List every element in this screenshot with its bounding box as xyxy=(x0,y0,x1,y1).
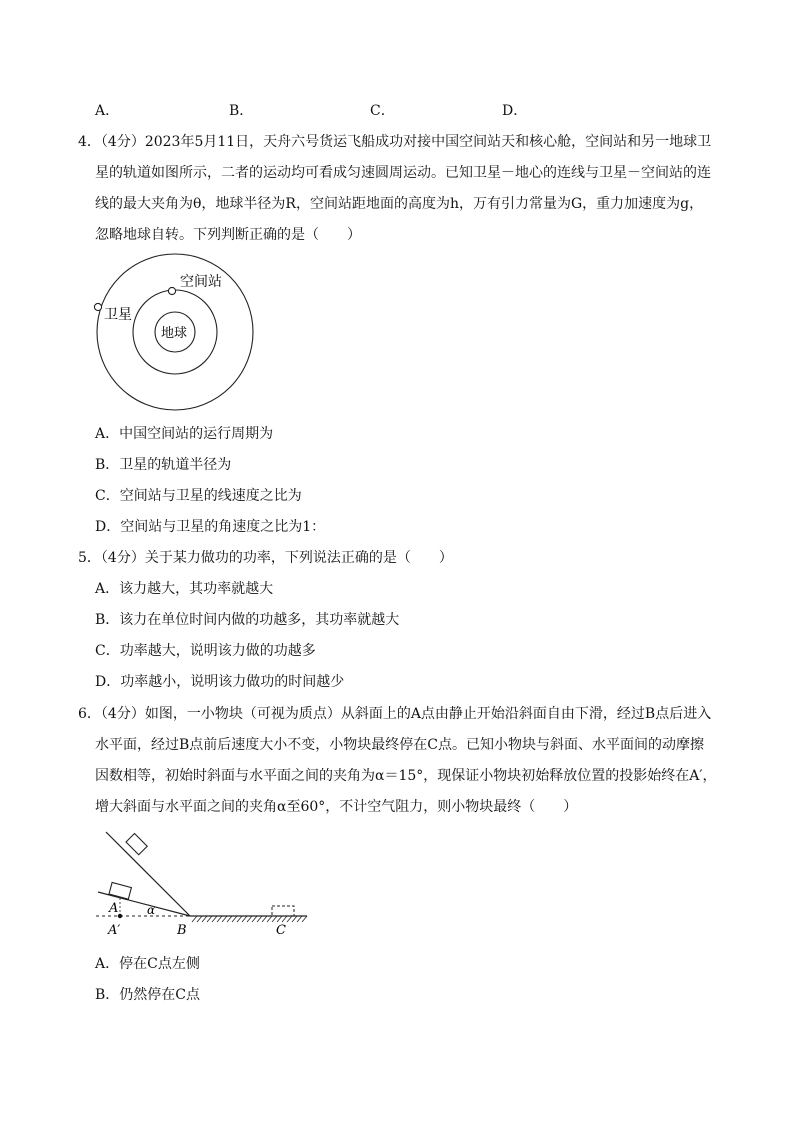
q4-stem-line-1: 4．（4分）2023年5月11日，天舟六号货运飞船成功对接中国空间站天和核心舱，空间站和另一地球卫 xyxy=(78,134,712,150)
q5-option-c[interactable]: C．功率越大，说明该力做的功越多 xyxy=(95,643,316,659)
q6-stem-line-2: 水平面，经过B点前后速度大小不变，小物块最终停在C点。已知小物块与斜面、水平面间的动摩擦 xyxy=(95,737,704,753)
q5-option-d[interactable]: D．功率越小，说明该力做功的时间越少 xyxy=(95,674,345,690)
q4-stem-line-4: 忽略地球自转。下列判断正确的是（ ） xyxy=(95,227,361,243)
block-on-steep-incline xyxy=(126,834,147,855)
block-on-shallow-incline xyxy=(109,882,131,899)
q4-stem-line-2: 星的轨道如图所示，二者的运动均可看成匀速圆周运动。已知卫星－地心的连线与卫星－空间站的连 xyxy=(95,165,711,181)
incline-diagram xyxy=(92,826,312,941)
point-a-prime xyxy=(118,914,122,918)
earth-label: 地球 xyxy=(161,326,188,341)
ground-hatching xyxy=(192,916,307,922)
q6-stem-line-1: 6．（4分）如图，一小物块（可视为质点）从斜面上的A点由静止开始沿斜面自由下滑，经过B点后进入 xyxy=(78,706,712,722)
q5-option-b[interactable]: B．该力在单位时间内做的功越多，其功率就越大 xyxy=(95,612,400,628)
label-c: C xyxy=(276,923,286,938)
q4-option-c[interactable]: C．空间站与卫星的线速度之比为 xyxy=(95,488,302,504)
q5-stem: 5．（4分）关于某力做功的功率，下列说法正确的是（ ） xyxy=(78,550,453,566)
satellite-marker xyxy=(94,303,101,310)
q6-option-b[interactable]: B．仍然停在C点 xyxy=(95,987,200,1003)
orbit-diagram xyxy=(88,252,263,412)
label-alpha: α xyxy=(147,903,156,917)
q3-option-c[interactable]: C． xyxy=(370,103,395,119)
satellite-label: 卫星 xyxy=(104,307,132,323)
q6-stem-line-3: 因数相等，初始时斜面与水平面之间的夹角为α＝15°，现保证小物块初始释放位置的投影始终在A′， xyxy=(95,768,717,784)
q4-stem-line-3: 线的最大夹角为θ，地球半径为R，空间站距地面的高度为h，万有引力常量为G，重力加速度为g， xyxy=(95,196,704,212)
q3-option-b[interactable]: B． xyxy=(229,103,254,119)
label-a-prime: A′ xyxy=(108,923,121,938)
q5-option-a[interactable]: A．该力越大，其功率就越大 xyxy=(95,581,274,597)
label-a: A xyxy=(109,901,119,916)
q6-stem-line-4: 增大斜面与水平面之间的夹角α至60°，不计空气阻力，则小物块最终（ ） xyxy=(95,799,578,815)
q3-option-d[interactable]: D． xyxy=(502,103,528,119)
station-marker xyxy=(168,287,175,294)
q3-option-a[interactable]: A． xyxy=(95,103,120,119)
block-at-c xyxy=(272,906,294,916)
station-label: 空间站 xyxy=(180,274,222,290)
q4-option-b[interactable]: B．卫星的轨道半径为 xyxy=(95,457,232,473)
q4-option-d[interactable]: D．空间站与卫星的角速度之比为1： xyxy=(95,519,326,535)
q4-option-a[interactable]: A．中国空间站的运行周期为 xyxy=(95,426,274,442)
label-b: B xyxy=(177,923,187,938)
q6-option-a[interactable]: A．停在C点左侧 xyxy=(95,956,200,972)
